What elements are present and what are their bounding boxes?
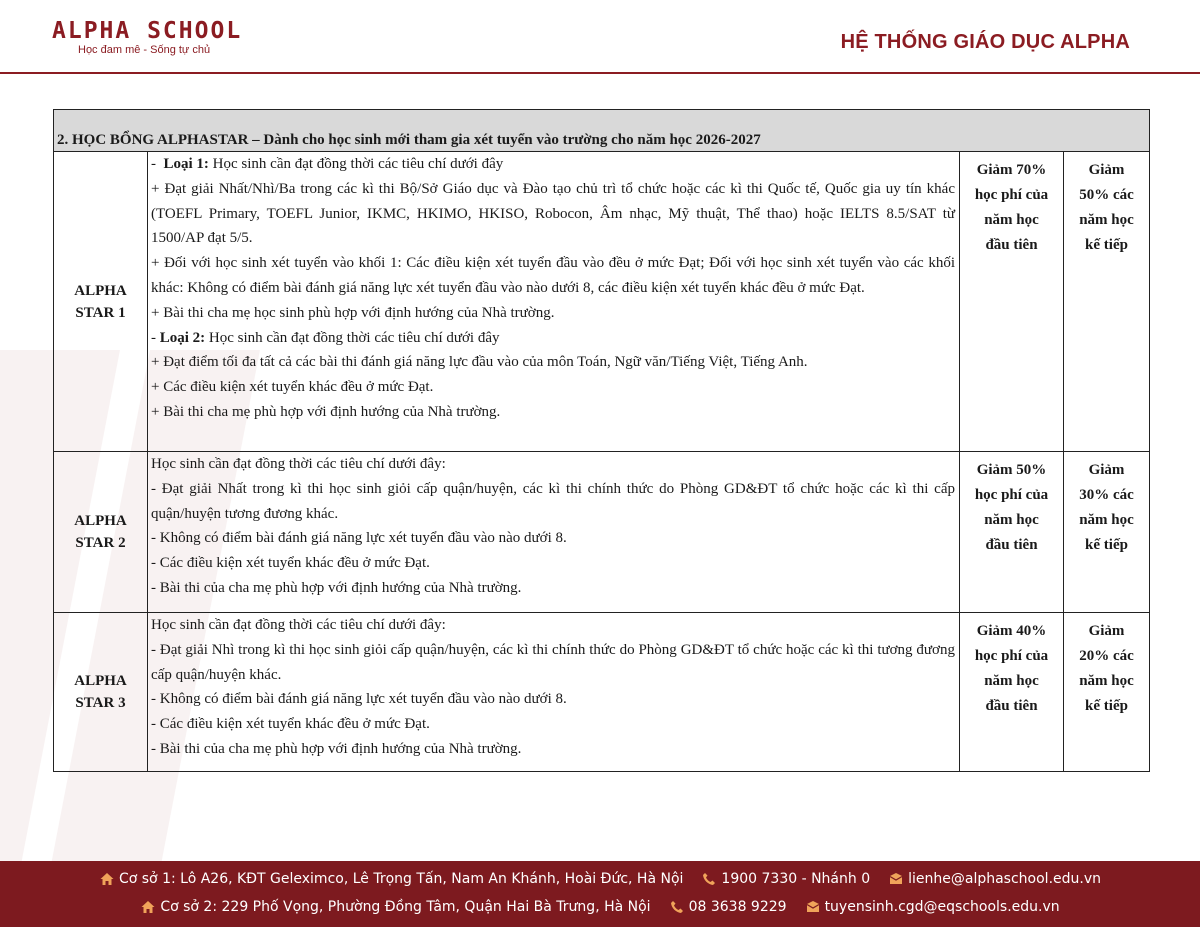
scholarship-name-line: STAR 2 <box>75 535 126 551</box>
logo-tagline: Học đam mê - Sống tự chủ <box>78 44 211 56</box>
criteria-cell <box>148 452 960 613</box>
scholarship-table <box>53 109 1150 772</box>
discount-line: năm học <box>984 212 1039 228</box>
system-name: HỆ THỐNG GIÁO DỤC ALPHA <box>840 31 1130 53</box>
phone-text: 08 3638 9229 <box>688 899 787 915</box>
discount-line: Giảm <box>1088 162 1125 178</box>
criteria-line: + Đạt điểm tối đa tất cả các bài thi đánh giá năng lực đầu vào của môn Toán, Ngữ văn/Tiếng Việt, Tiếng Anh. <box>151 354 808 371</box>
footer-email[interactable] <box>888 871 1101 887</box>
criteria-line: - Đạt giải Nhì trong kì thi học sinh giỏi cấp quận/huyện, các kì thi chính thức do Phòng GD&ĐT tổ chức hoặc các kì thi tương đương cấp quận/huyện khác. <box>151 641 955 683</box>
first-year-discount <box>960 452 1064 613</box>
discount-line: kế tiếp <box>1085 698 1128 714</box>
discount-line: Giảm 40% <box>976 623 1047 639</box>
criteria-line: - Không có điểm bài đánh giá năng lực xét tuyển đầu vào nào dưới 8. <box>151 691 567 708</box>
criteria-line: - Bài thi của cha mẹ phù hợp với định hướng của Nhà trường. <box>151 579 522 596</box>
criteria-line: - Bài thi của cha mẹ phù hợp với định hướng của Nhà trường. <box>151 740 522 757</box>
email-text: tuyensinh.cgd@eqschools.edu.vn <box>824 899 1060 915</box>
discount-line: năm học <box>1079 673 1134 689</box>
section-title: 2. HỌC BỔNG ALPHASTAR – Dành cho học sinh mới tham gia xét tuyển vào trường cho năm học 2026-2027 <box>54 110 1150 152</box>
table-row <box>54 452 1150 613</box>
discount-line: đầu tiên <box>985 537 1038 553</box>
scholarship-name-line: STAR 3 <box>75 695 126 711</box>
criteria-line: - Loại 2: Học sinh cần đạt đồng thời các tiêu chí dưới đây <box>151 329 500 346</box>
discount-line: năm học <box>984 512 1039 528</box>
following-years-discount <box>1064 613 1150 772</box>
scholarship-name-line: ALPHA <box>74 282 127 299</box>
following-years-discount <box>1064 152 1150 452</box>
discount-line: 30% các <box>1079 487 1134 503</box>
section-title-row <box>54 110 1150 152</box>
scholarship-name <box>54 613 148 772</box>
discount-line: năm học <box>1079 212 1134 228</box>
scholarship-name <box>54 152 148 452</box>
school-logo: ALPHA SCHOOL <box>52 18 243 44</box>
discount-line: đầu tiên <box>985 237 1038 253</box>
discount-line: Giảm <box>1088 623 1125 639</box>
criteria-line: + Bài thi cha mẹ phù hợp với định hướng của Nhà trường. <box>151 403 501 420</box>
phone-icon <box>669 899 685 915</box>
home-icon <box>99 871 115 887</box>
scholarship-name-line: ALPHA <box>74 673 127 689</box>
phone-text: 1900 7330 - Nhánh 0 <box>721 871 871 887</box>
discount-line: 20% các <box>1079 648 1134 664</box>
criteria-line: - Các điều kiện xét tuyển khác đều ở mức Đạt. <box>151 716 430 733</box>
address-text: Cơ sở 2: 229 Phố Vọng, Phường Đồng Tâm, Quận Hai Bà Trưng, Hà Nội <box>160 899 651 915</box>
scholarship-name-line: ALPHA <box>74 513 127 529</box>
table-row <box>54 613 1150 772</box>
discount-line: Giảm 50% <box>976 462 1047 478</box>
email-text: lienhe@alphaschool.edu.vn <box>908 871 1102 887</box>
footer-row-campus-2 <box>0 899 1200 915</box>
discount-line: năm học <box>984 673 1039 689</box>
criteria-line: - Loại 1: Học sinh cần đạt đồng thời các tiêu chí dưới đây <box>151 156 504 172</box>
discount-line: Giảm <box>1088 462 1125 478</box>
criteria-line: - Đạt giải Nhất trong kì thi học sinh giỏi cấp quận/huyện, các kì thi chính thức do Phòng GD&ĐT tổ chức hoặc các kì thi cấp quận/huyện tương đương khác. <box>151 480 955 522</box>
footer-phone[interactable] <box>669 899 787 915</box>
footer-address <box>140 899 650 915</box>
table-row <box>54 152 1150 452</box>
scholarship-name <box>54 452 148 613</box>
page-footer <box>0 861 1200 927</box>
criteria-type-label: Loại 2: <box>159 329 206 346</box>
discount-line: kế tiếp <box>1085 537 1128 553</box>
address-text: Cơ sở 1: Lô A26, KĐT Geleximco, Lê Trọng Tấn, Nam An Khánh, Hoài Đức, Hà Nội <box>118 871 684 887</box>
home-icon <box>140 899 156 915</box>
criteria-type-label: Loại 1: <box>163 156 209 172</box>
criteria-line: + Đối với học sinh xét tuyển vào khối 1: Các điều kiện xét tuyển đầu vào đều ở mức Đạt; Đối với học sinh xét tuyển vào các khối khác: Không có điểm bài đánh giá năng lực xét tuyển đầu vào nào dưới 8, các điều kiện xét tuyển khác đều ở mức Đạt. <box>151 255 955 296</box>
following-years-discount <box>1064 452 1150 613</box>
first-year-discount <box>960 613 1064 772</box>
discount-line: 50% các <box>1079 187 1134 203</box>
footer-email[interactable] <box>805 899 1060 915</box>
criteria-line: - Không có điểm bài đánh giá năng lực xét tuyển đầu vào nào dưới 8. <box>151 530 567 547</box>
footer-address <box>99 871 683 887</box>
header-divider <box>0 72 1200 74</box>
page-header <box>0 0 1200 76</box>
discount-line: năm học <box>1079 512 1134 528</box>
footer-row-campus-1 <box>0 871 1200 887</box>
criteria-line: + Bài thi cha mẹ học sinh phù hợp với định hướng của Nhà trường. <box>151 304 555 321</box>
phone-icon <box>701 871 717 887</box>
discount-line: học phí của <box>974 648 1049 664</box>
criteria-cell <box>148 613 960 772</box>
discount-line: học phí của <box>974 187 1049 203</box>
criteria-line: - Các điều kiện xét tuyển khác đều ở mức Đạt. <box>151 555 430 572</box>
criteria-line: Học sinh cần đạt đồng thời các tiêu chí dưới đây: <box>151 617 446 633</box>
discount-line: đầu tiên <box>985 698 1038 714</box>
discount-line: học phí của <box>974 487 1049 503</box>
criteria-line: Học sinh cần đạt đồng thời các tiêu chí dưới đây: <box>151 456 446 472</box>
first-year-discount <box>960 152 1064 452</box>
criteria-cell <box>148 152 960 452</box>
mail-icon <box>805 899 821 915</box>
discount-line: Giảm 70% <box>976 162 1047 178</box>
mail-icon <box>888 871 904 887</box>
criteria-line: + Các điều kiện xét tuyển khác đều ở mức Đạt. <box>151 379 434 396</box>
footer-phone[interactable] <box>701 871 870 887</box>
discount-line: kế tiếp <box>1085 237 1128 253</box>
scholarship-name-line: STAR 1 <box>75 304 126 321</box>
criteria-line: + Đạt giải Nhất/Nhì/Ba trong các kì thi Bộ/Sở Giáo dục và Đào tạo chủ trì tổ chức hoặc các kì thi Quốc tế, Quốc gia uy tín khác (TOEFL Primary, TOEFL Junior, IKMC, HKIMO, HKISO, Robocon, Âm nhạc, Mỹ thuật, Thể thao) hoặc IELTS 8.5/SAT từ 1500/AP đạt 5/5. <box>151 180 955 247</box>
